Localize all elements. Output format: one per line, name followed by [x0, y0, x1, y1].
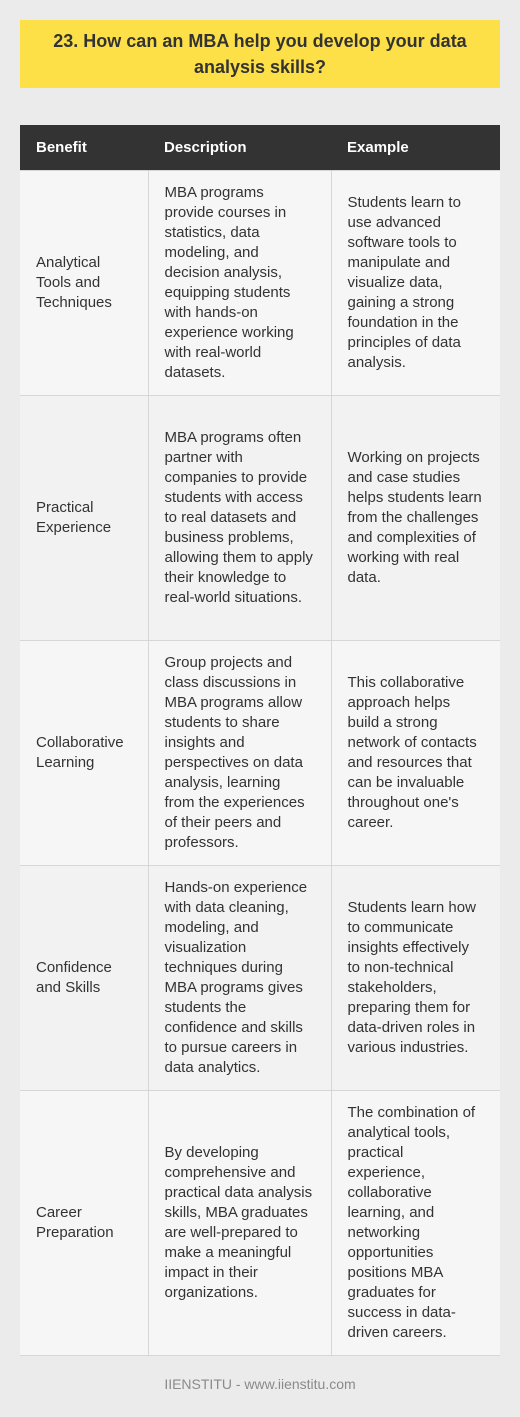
example-cell: The combination of analytical tools, practical experience, collaborative learning, and networking opportunities positions MBA graduates for success in data-driven careers. [331, 1090, 500, 1355]
example-cell: Working on projects and case studies helps students learn from the challenges and complexities of working with real data. [331, 395, 500, 640]
description-cell: By developing comprehensive and practical data analysis skills, MBA graduates are well-prepared to make a meaningful impact in their organizations. [148, 1090, 331, 1355]
table-row [20, 170, 500, 395]
table-row [20, 1090, 500, 1355]
header-row [20, 125, 500, 170]
column-header-description: Description [148, 125, 331, 170]
benefit-cell: Analytical Tools and Techniques [20, 170, 148, 395]
column-header-example: Example [331, 125, 500, 170]
description-cell: MBA programs often partner with companies to provide students with access to real datasets and business problems, allowing them to apply their knowledge to real-world situations. [148, 395, 331, 640]
benefits-table-container [20, 125, 500, 1356]
column-header-benefit: Benefit [20, 125, 148, 170]
footer-credit: IIENSTITU - www.iienstitu.com [164, 1376, 356, 1392]
benefit-cell: Confidence and Skills [20, 865, 148, 1090]
benefits-table [20, 125, 500, 1356]
example-cell: Students learn to use advanced software tools to manipulate and visualize data, gaining a strong foundation in the principles of data analysis. [331, 170, 500, 395]
description-cell: Group projects and class discussions in MBA programs allow students to share insights and perspectives on data analysis, learning from the experiences of their peers and professors. [148, 640, 331, 865]
description-cell: MBA programs provide courses in statistics, data modeling, and decision analysis, equipping students with hands-on experience working with real-world datasets. [148, 170, 331, 395]
example-cell: Students learn how to communicate insights effectively to non-technical stakeholders, preparing them for data-driven roles in various industries. [331, 865, 500, 1090]
table-header [20, 125, 500, 170]
table-row [20, 865, 500, 1090]
benefit-cell: Collaborative Learning [20, 640, 148, 865]
page-title: 23. How can an MBA help you develop your data analysis skills? [53, 31, 467, 77]
table-row [20, 640, 500, 865]
table-body [20, 170, 500, 1355]
description-cell: Hands-on experience with data cleaning, modeling, and visualization techniques during MBA programs gives students the confidence and skills to pursue careers in data analytics. [148, 865, 331, 1090]
table-row [20, 395, 500, 640]
title-banner [20, 20, 500, 88]
benefit-cell: Career Preparation [20, 1090, 148, 1355]
benefit-cell: Practical Experience [20, 395, 148, 640]
example-cell: This collaborative approach helps build a strong network of contacts and resources that can be invaluable throughout one's career. [331, 640, 500, 865]
